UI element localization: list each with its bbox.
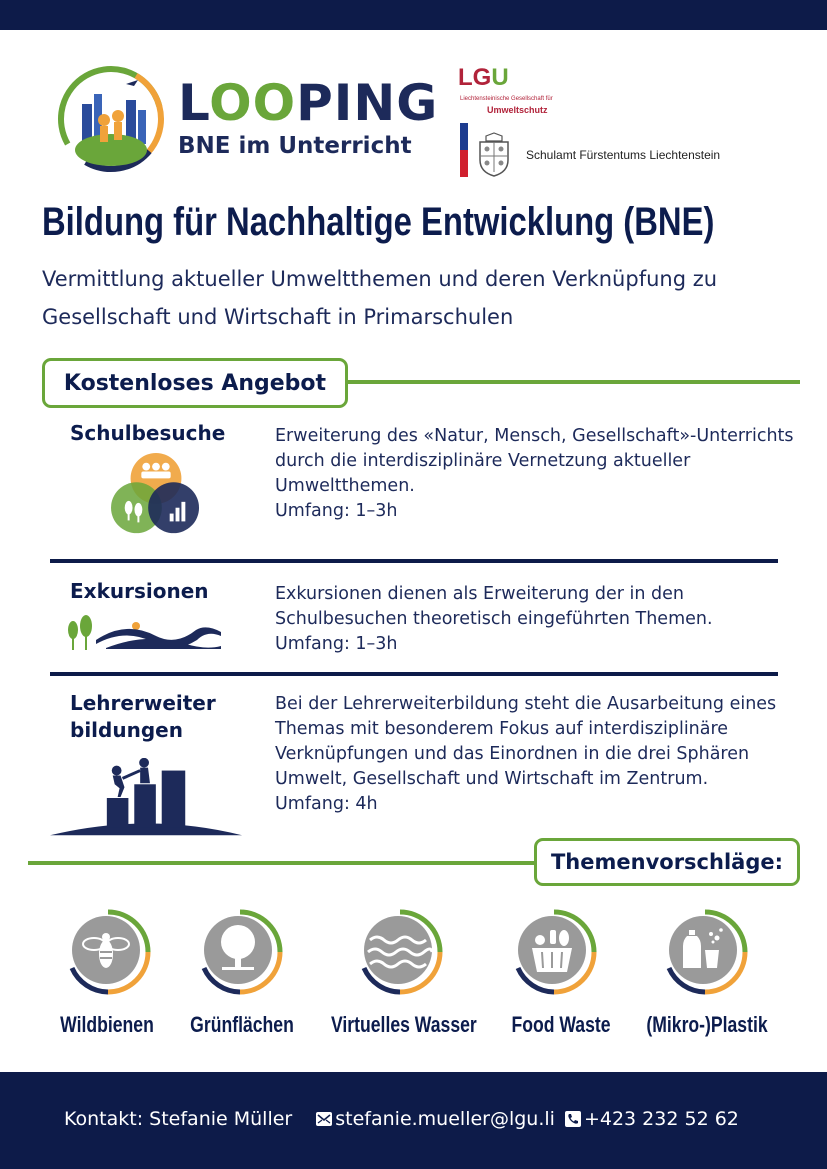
- looping-wordmark: LOOPING: [178, 74, 439, 132]
- offer-title-lehrerweiterbildungen: Lehrerweiter bildungen: [70, 691, 216, 742]
- topic-label-wildbienen: Wildbienen: [60, 1012, 154, 1037]
- offer-text-exkursionen: Exkursionen dienen als Erweiterung der in den Schulbesuchen theoretisch eingeführten Themen. Umfang: 1–3h: [275, 584, 713, 654]
- offer-section-rule: [345, 380, 800, 384]
- footer: [0, 1072, 827, 1169]
- venn-people-nature-economy-icon: [106, 451, 206, 539]
- contact-email[interactable]: stefanie.mueller@lgu.li: [335, 1108, 555, 1130]
- topic-label-virtuelles-wasser: Virtuelles Wasser: [331, 1012, 477, 1037]
- topic-label-mikroplastik: (Mikro-)Plastik: [646, 1012, 768, 1037]
- looping-logo-icon: [56, 64, 166, 174]
- landscape-hills-icon: [66, 614, 226, 654]
- topics-section-label: Themenvorschläge:: [534, 838, 800, 886]
- mail-icon: [316, 1112, 332, 1126]
- offer-divider: [50, 559, 778, 563]
- coat-of-arms-icon: [474, 132, 514, 178]
- food-basket-icon: [510, 908, 598, 996]
- topics-section-rule: [28, 861, 538, 865]
- liechtenstein-flag-icon: [460, 123, 468, 177]
- bee-icon: [64, 908, 152, 996]
- top-bar: [0, 0, 827, 30]
- contact-person: Kontakt: Stefanie Müller: [64, 1108, 293, 1130]
- offer-section-label: Kostenloses Angebot: [42, 358, 348, 408]
- offer-text-lehrerweiterbildungen: Bei der Lehrerweiterbildung steht die Ausarbeitung eines Themas mit besonderem Fokus auf interdisziplinäre Verknüpfungen und das Einordnen in die drei Sphären Umwelt, Gesellschaft und Wirtschaft im Zentrum. Umfang: 4h: [275, 694, 777, 814]
- lgu-name-line1: Liechtensteinische Gesellschaft für: [460, 96, 553, 102]
- looping-subtitle: BNE im Unterricht: [178, 133, 412, 159]
- topic-label-gruenflaechen: Grünflächen: [190, 1012, 294, 1037]
- phone-icon: [565, 1111, 581, 1127]
- lgu-logo: LGU: [458, 64, 509, 91]
- contact-phone[interactable]: +423 232 52 62: [583, 1108, 739, 1130]
- page-title: Bildung für Nachhaltige Entwicklung (BNE): [42, 200, 715, 244]
- offer-text-schulbesuche: Erweiterung des «Natur, Mensch, Gesellschaft»-Unterrichts durch die interdisziplinäre Vernetzung aktueller Umweltthemen. Umfang: 1–3h: [275, 426, 794, 521]
- schulamt-label: Schulamt Fürstentums Liechtenstein: [526, 148, 721, 162]
- offer-title-exkursionen: Exkursionen: [70, 579, 209, 603]
- plastic-bottle-icon: [661, 908, 749, 996]
- tree-icon: [196, 908, 284, 996]
- offer-divider: [50, 672, 778, 676]
- page-subtitle: Vermittlung aktueller Umweltthemen und deren Verknüpfung zu Gesellschaft und Wirtschaft in Primarschulen: [42, 267, 718, 329]
- water-waves-icon: [356, 908, 444, 996]
- lgu-name-line2: Umweltschutz: [487, 105, 548, 115]
- topic-label-food-waste: Food Waste: [511, 1012, 611, 1037]
- offer-title-schulbesuche: Schulbesuche: [70, 421, 226, 445]
- climbing-teamwork-icon: [50, 758, 246, 838]
